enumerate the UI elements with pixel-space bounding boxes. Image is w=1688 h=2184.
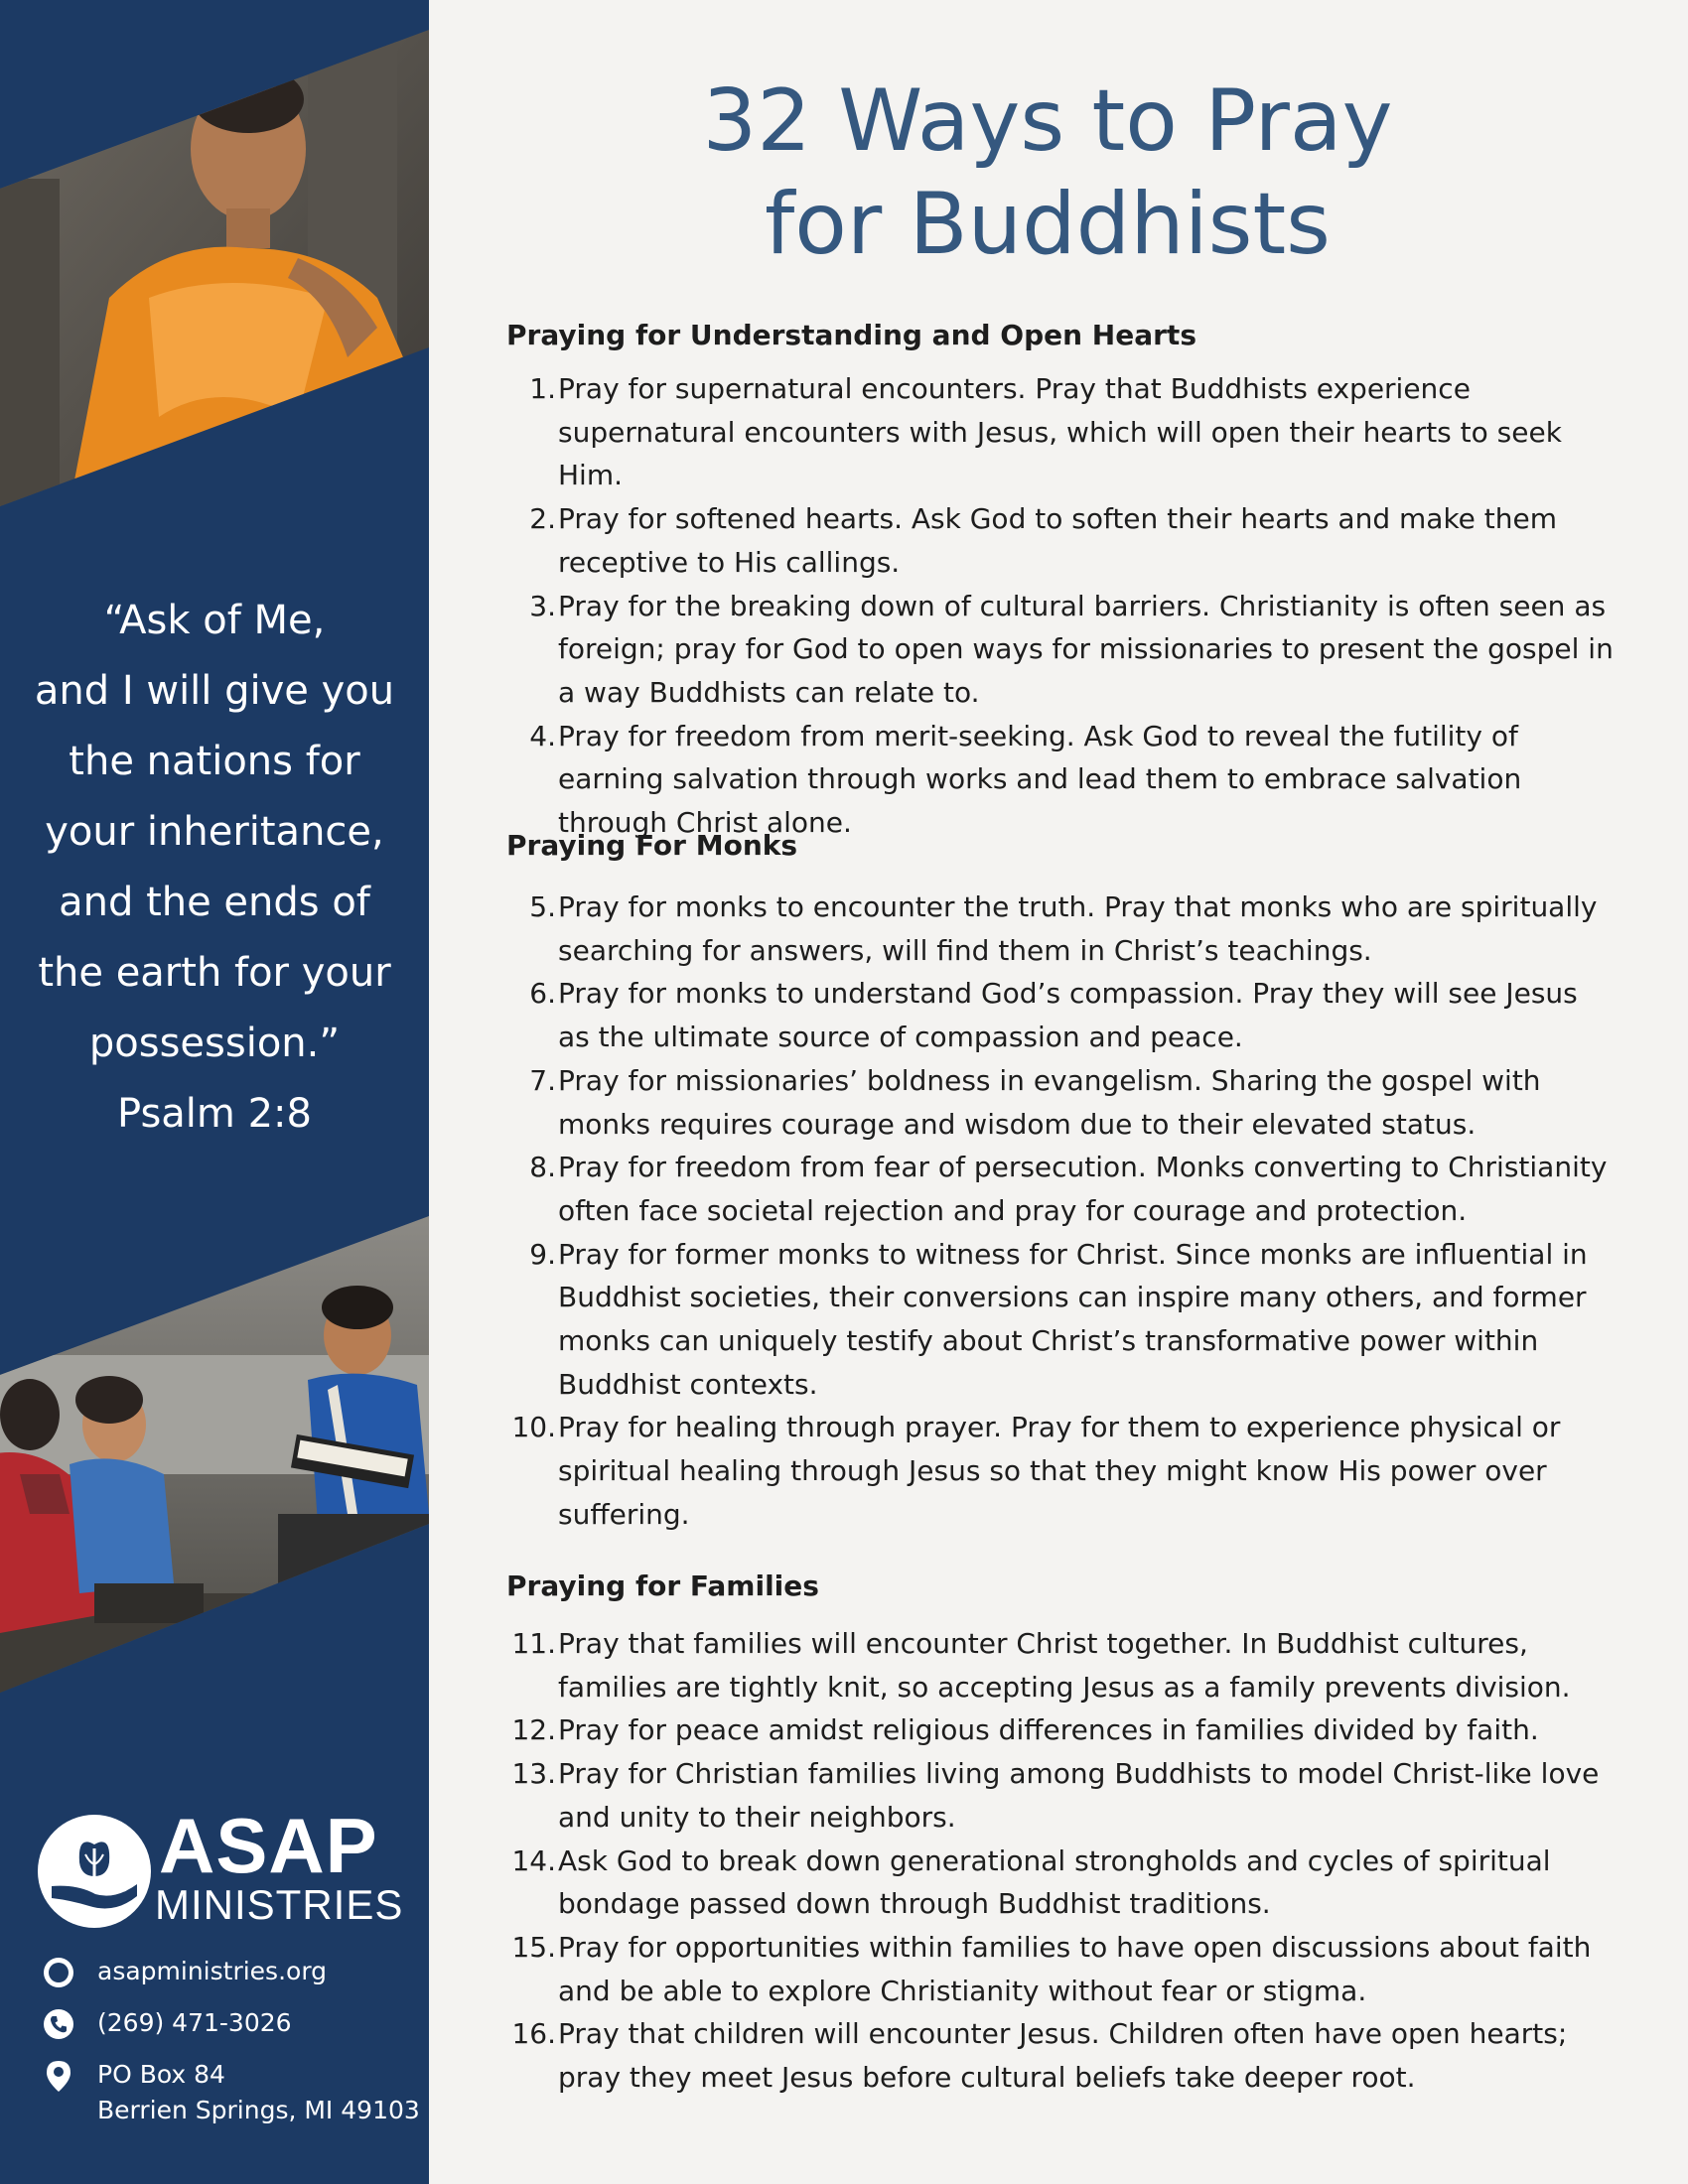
- prayer-item: [506, 1146, 1616, 1232]
- section-heading: Praying for Understanding and Open Hearts: [506, 319, 1196, 351]
- title-line-1: 32 Ways to Pray: [702, 71, 1393, 171]
- section-understanding: [506, 316, 1618, 845]
- item-number: 13.: [511, 1757, 556, 1791]
- scripture-quote: [0, 586, 429, 1150]
- item-text: Pray for missionaries’ boldness in evangelism. Sharing the gospel with monks requires courage and wisdom due to their elevated status.: [558, 1063, 1541, 1141]
- website-contact[interactable]: [42, 1954, 420, 1989]
- quote-line: the nations for: [69, 739, 360, 784]
- prayer-item: [506, 1059, 1616, 1146]
- item-number: 16.: [511, 2017, 556, 2051]
- item-text: Ask God to break down generational strongholds and cycles of spiritual bondage passed down through Buddhist traditions.: [558, 1843, 1551, 1921]
- prayer-item: [506, 1406, 1616, 1536]
- prayer-item: [506, 497, 1616, 584]
- quote-line: the earth for your: [38, 950, 391, 996]
- item-number: 7.: [529, 1063, 556, 1097]
- prayer-item: [506, 367, 1616, 497]
- prayer-item: [506, 1233, 1616, 1407]
- quote-line: and I will give you: [34, 668, 395, 714]
- item-text: Pray for the breaking down of cultural barriers. Christianity is often seen as foreign; pray for God to open ways for missionaries to present the gospel in a way Buddhists can relate to.: [558, 589, 1614, 709]
- item-number: 11.: [511, 1627, 556, 1660]
- item-text: Pray for peace amidst religious differences in families divided by faith.: [558, 1713, 1539, 1747]
- monk-photo: [0, 0, 429, 506]
- item-text: Pray for opportunities within families to have open discussions about faith and be able to explore Christianity without fear or stigma.: [558, 1930, 1592, 2007]
- item-number: 5.: [529, 890, 556, 923]
- asap-logo: [38, 1802, 404, 1930]
- address-contact: [42, 2057, 420, 2128]
- group-photo: [0, 1216, 429, 1693]
- item-number: 3.: [529, 589, 556, 622]
- address-line-2: Berrien Springs, MI 49103: [97, 2096, 420, 2124]
- item-number: 1.: [529, 372, 556, 405]
- prayer-list: [506, 886, 1618, 1537]
- item-text: Pray for softened hearts. Ask God to soften their hearts and make them receptive to His callings.: [558, 502, 1558, 579]
- item-text: Pray that children will encounter Jesus. Children often have open hearts; pray they meet Jesus before cultural beliefs take deeper root.: [558, 2017, 1568, 2095]
- sidebar-panel: [0, 0, 429, 2184]
- phone-text[interactable]: (269) 471-3026: [97, 2008, 292, 2037]
- item-text: Pray for Christian families living among Buddhists to model Christ-like love and unity to their neighbors.: [558, 1757, 1600, 1834]
- item-text: Pray for freedom from merit-seeking. Ask God to reveal the futility of earning salvation through works and lead them to embrace salvation through Christ alone.: [558, 719, 1522, 840]
- item-number: 9.: [529, 1237, 556, 1271]
- prayer-item: [506, 585, 1616, 715]
- item-text: Pray for freedom from fear of persecution. Monks converting to Christianity often face societal rejection and pray for courage and protection.: [558, 1151, 1608, 1227]
- item-number: 10.: [511, 1411, 556, 1444]
- section-families: [506, 1567, 1618, 2100]
- prayer-item: [506, 1926, 1616, 2012]
- title-line-2: for Buddhists: [764, 175, 1331, 274]
- address-line-1: PO Box 84: [97, 2060, 225, 2089]
- quote-line: “Ask of Me,: [103, 598, 326, 643]
- website-text[interactable]: asapministries.org: [97, 1957, 328, 1985]
- item-text: Pray for monks to encounter the truth. Pray that monks who are spiritually searching for answers, will find them in Christ’s teachings.: [558, 890, 1598, 967]
- item-text: Pray for supernatural encounters. Pray that Buddhists experience supernatural encounters with Jesus, which will open their hearts to seek Him.: [558, 372, 1562, 492]
- quote-line: possession.”: [88, 1021, 341, 1066]
- item-number: 4.: [529, 719, 556, 752]
- quote-line: and the ends of: [59, 880, 370, 925]
- section-heading: Praying for Families: [506, 1570, 819, 1602]
- quote-reference: Psalm 2:8: [117, 1091, 312, 1137]
- location-pin-icon: [42, 2059, 75, 2093]
- item-number: 12.: [511, 1713, 556, 1747]
- item-number: 14.: [511, 1843, 556, 1877]
- contact-list: [42, 1954, 420, 2144]
- section-heading: Praying For Monks: [506, 829, 798, 862]
- prayer-item: [506, 2012, 1616, 2099]
- butterfly-hand-icon: [38, 1815, 151, 1928]
- item-number: 2.: [529, 502, 556, 536]
- item-number: 6.: [529, 977, 556, 1011]
- prayer-item: [506, 1840, 1616, 1926]
- logo-title: ASAP: [159, 1802, 378, 1889]
- item-text: Pray for former monks to witness for Christ. Since monks are influential in Buddhist societies, their conversions can inspire many others, and former monks can uniquely testify about Christ’s transformative power within Buddhist contexts.: [558, 1237, 1588, 1401]
- item-text: Pray for monks to understand God’s compassion. Pray they will see Jesus as the ultimate source of compassion and peace.: [558, 977, 1578, 1054]
- phone-contact[interactable]: [42, 2005, 420, 2041]
- prayer-item: [506, 1708, 1616, 1752]
- prayer-list: [506, 367, 1618, 845]
- prayer-item: [506, 972, 1616, 1058]
- phone-icon: [42, 2007, 75, 2041]
- prayer-item: [506, 1752, 1616, 1839]
- page-title: [506, 69, 1589, 276]
- item-number: 15.: [511, 1930, 556, 1964]
- logo-subtitle: MINISTRIES: [155, 1881, 404, 1928]
- prayer-list: [506, 1622, 1618, 2100]
- prayer-item: [506, 886, 1616, 972]
- prayer-item: [506, 1622, 1616, 1708]
- quote-line: your inheritance,: [45, 809, 384, 855]
- item-text: Pray for healing through prayer. Pray for them to experience physical or spiritual healing through Jesus so that they might know His power over suffering.: [558, 1411, 1561, 1531]
- globe-icon: [42, 1956, 75, 1989]
- section-monks: [506, 826, 1618, 1537]
- item-text: Pray that families will encounter Christ together. In Buddhist cultures, families are tightly knit, so accepting Jesus as a family prevents division.: [558, 1627, 1571, 1704]
- item-number: 8.: [529, 1151, 556, 1184]
